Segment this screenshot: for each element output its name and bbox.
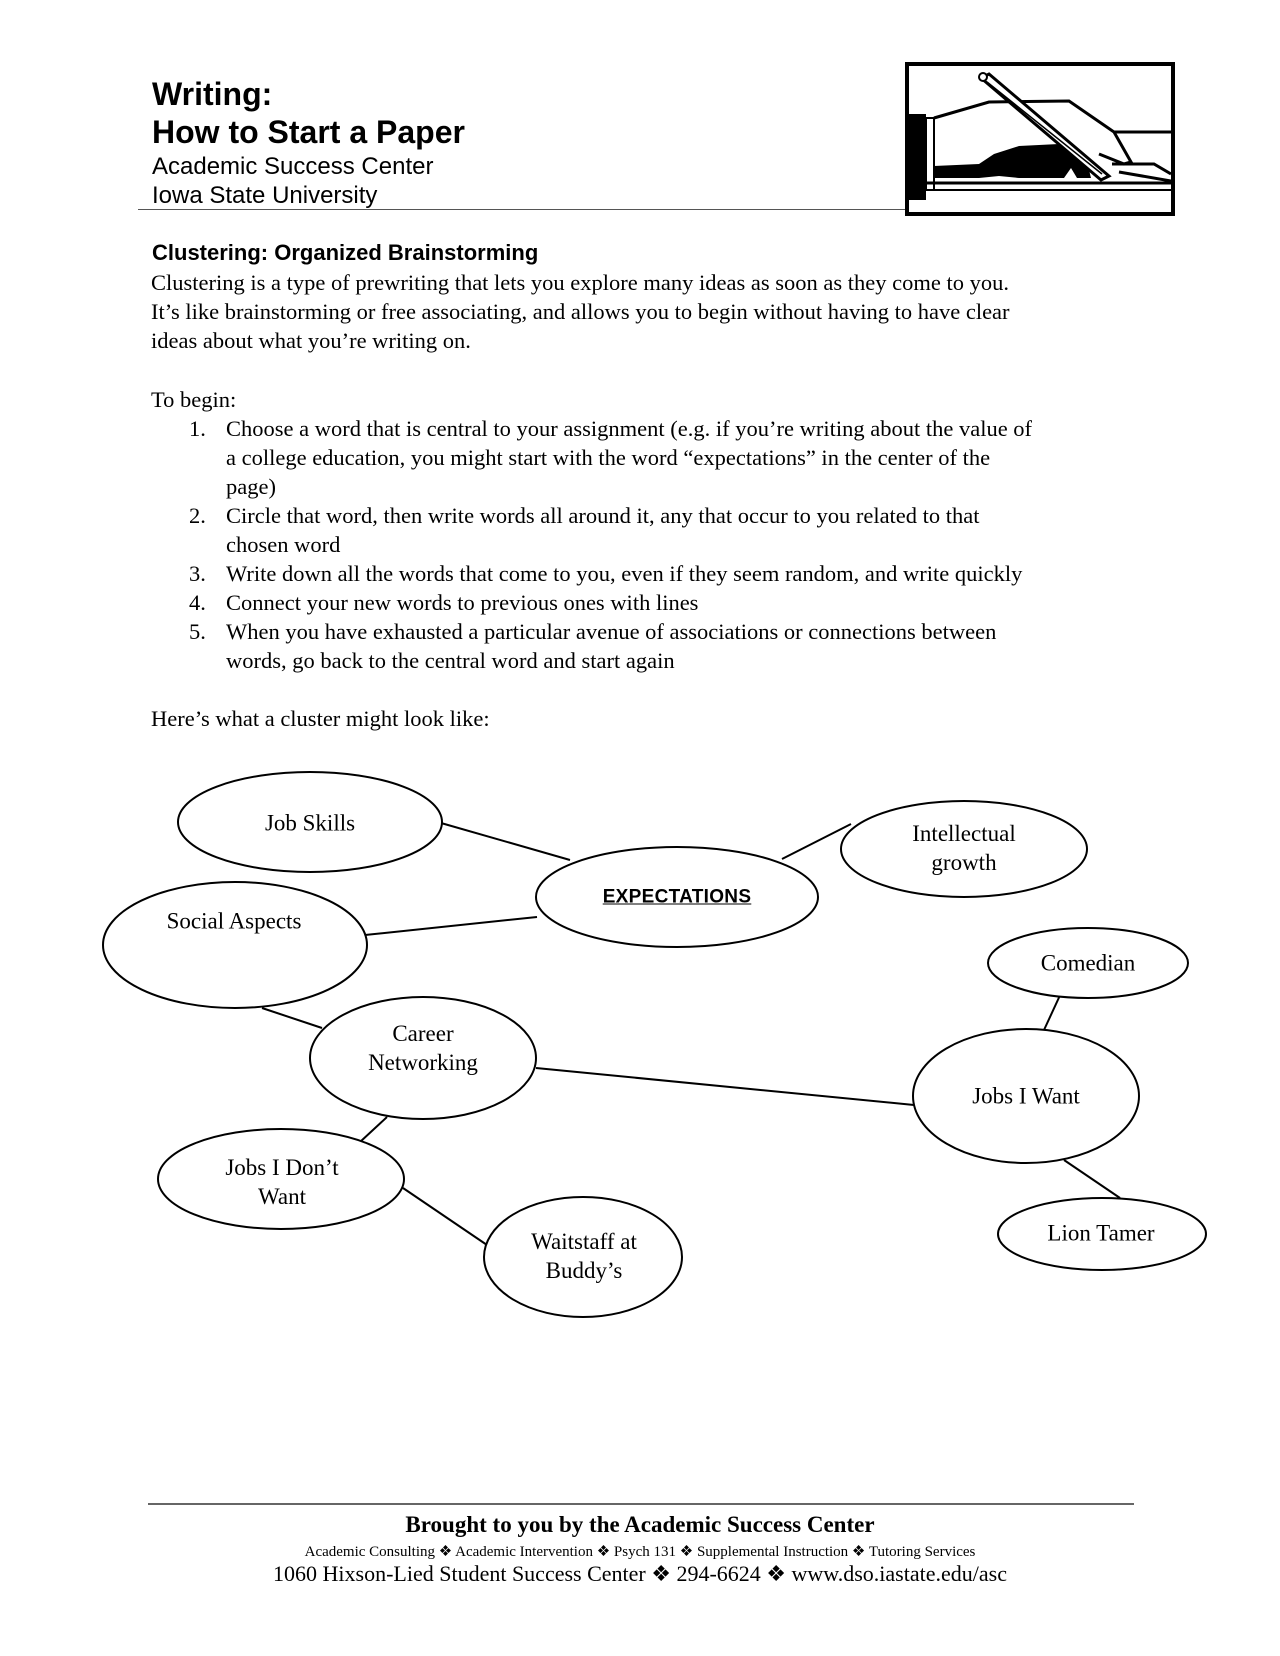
list-item-number: 4.	[189, 590, 206, 615]
list-item-text: Circle that word, then write words all around it, any that occur to you related to that	[226, 503, 980, 528]
node-label-social-aspects	[167, 907, 302, 936]
node-text: Job Skills	[264, 810, 356, 836]
list-item-text: page)	[226, 474, 276, 499]
list-item-text: Write down all the words that come to you, even if they seem random, and write quickly	[226, 561, 1023, 586]
node-text: Waitstaff at	[531, 1229, 637, 1254]
list-item-text: a college education, you might start with the word “expectations” in the center of the	[226, 445, 991, 470]
list-item-text: Connect your new words to previous ones with lines	[226, 590, 699, 615]
node-text: Jobs I Want	[972, 1083, 1080, 1109]
list-item-text: When you have exhausted a particular avenue of associations or connections between	[226, 619, 997, 644]
node-label-jobs-i-dont-want	[225, 1153, 338, 1211]
list-item-number: 2.	[189, 503, 206, 528]
node-text: Comedian	[1040, 950, 1136, 976]
node-text: Jobs I Don’t	[225, 1155, 339, 1180]
node-text: Lion Tamer	[1047, 1220, 1155, 1246]
node-label-comedian	[1041, 949, 1136, 978]
footer-services: Academic Consulting ❖ Academic Intervention ❖ Psych 131 ❖ Supplemental Instruction ❖ Tutoring Services	[304, 1544, 976, 1560]
document-title-line-2: How to Start a Paper	[152, 114, 465, 150]
node-text: Buddy’s	[545, 1258, 623, 1283]
node-text: Career	[392, 1021, 454, 1046]
footer-tagline: Brought to you by the Academic Success Center	[405, 1512, 875, 1537]
intro-line: ideas about what you’re writing on.	[151, 328, 471, 353]
node-label-career-networking	[368, 1019, 478, 1077]
node-text: Want	[258, 1184, 306, 1209]
connector-career-jobsdontwant	[360, 1117, 387, 1142]
intro-line: Clustering is a type of prewriting that lets you explore many ideas as soon as they come to you.	[151, 270, 1009, 295]
document-title-line-1: Writing:	[152, 76, 273, 112]
list-item-text: words, go back to the central word and start again	[226, 648, 675, 673]
list-item-number: 1.	[189, 416, 206, 441]
list-item-number: 3.	[189, 561, 206, 586]
list-item-text: Choose a word that is central to your assignment (e.g. if you’re writing about the value of	[226, 416, 1033, 441]
connector-social-expectations	[365, 917, 537, 935]
connector-jobsdontwant-waitstaff	[403, 1188, 487, 1245]
node-label-waitstaff	[531, 1227, 637, 1285]
connector-jobskills-expectations	[441, 823, 570, 860]
node-social-aspects	[103, 882, 367, 1008]
connector-social-career	[262, 1008, 322, 1028]
intro-line: It’s like brainstorming or free associating, and allows you to begin without having to have clear	[151, 299, 1010, 324]
organization-name: Academic Success Center	[152, 153, 434, 180]
node-text: Social Aspects	[166, 908, 302, 934]
to-begin-label: To begin:	[151, 387, 237, 412]
list-item-number: 5.	[189, 619, 206, 644]
connector-jobswant-liontamer	[1064, 1160, 1120, 1198]
footer-divider	[148, 1503, 1134, 1505]
node-label-intellectual-growth	[912, 819, 1015, 877]
list-item-text: chosen word	[226, 532, 341, 557]
section-heading: Clustering: Organized Brainstorming	[152, 240, 539, 265]
node-label-lion-tamer	[1047, 1219, 1154, 1248]
node-text: Networking	[368, 1050, 478, 1075]
node-label-expectations: EXPECTATIONS	[602, 886, 752, 908]
node-label-jobs-i-want	[972, 1082, 1080, 1111]
university-name: Iowa State University	[152, 182, 378, 209]
node-label-job-skills	[265, 809, 355, 838]
footer-contact: 1060 Hixson-Lied Student Success Center ❖ 294-6624 ❖ www.dso.iastate.edu/asc	[273, 1561, 1007, 1586]
connector-career-jobswant	[536, 1068, 914, 1105]
cluster-intro: Here’s what a cluster might look like:	[151, 706, 490, 731]
node-text: growth	[931, 850, 997, 875]
node-text: Intellectual	[912, 821, 1016, 846]
